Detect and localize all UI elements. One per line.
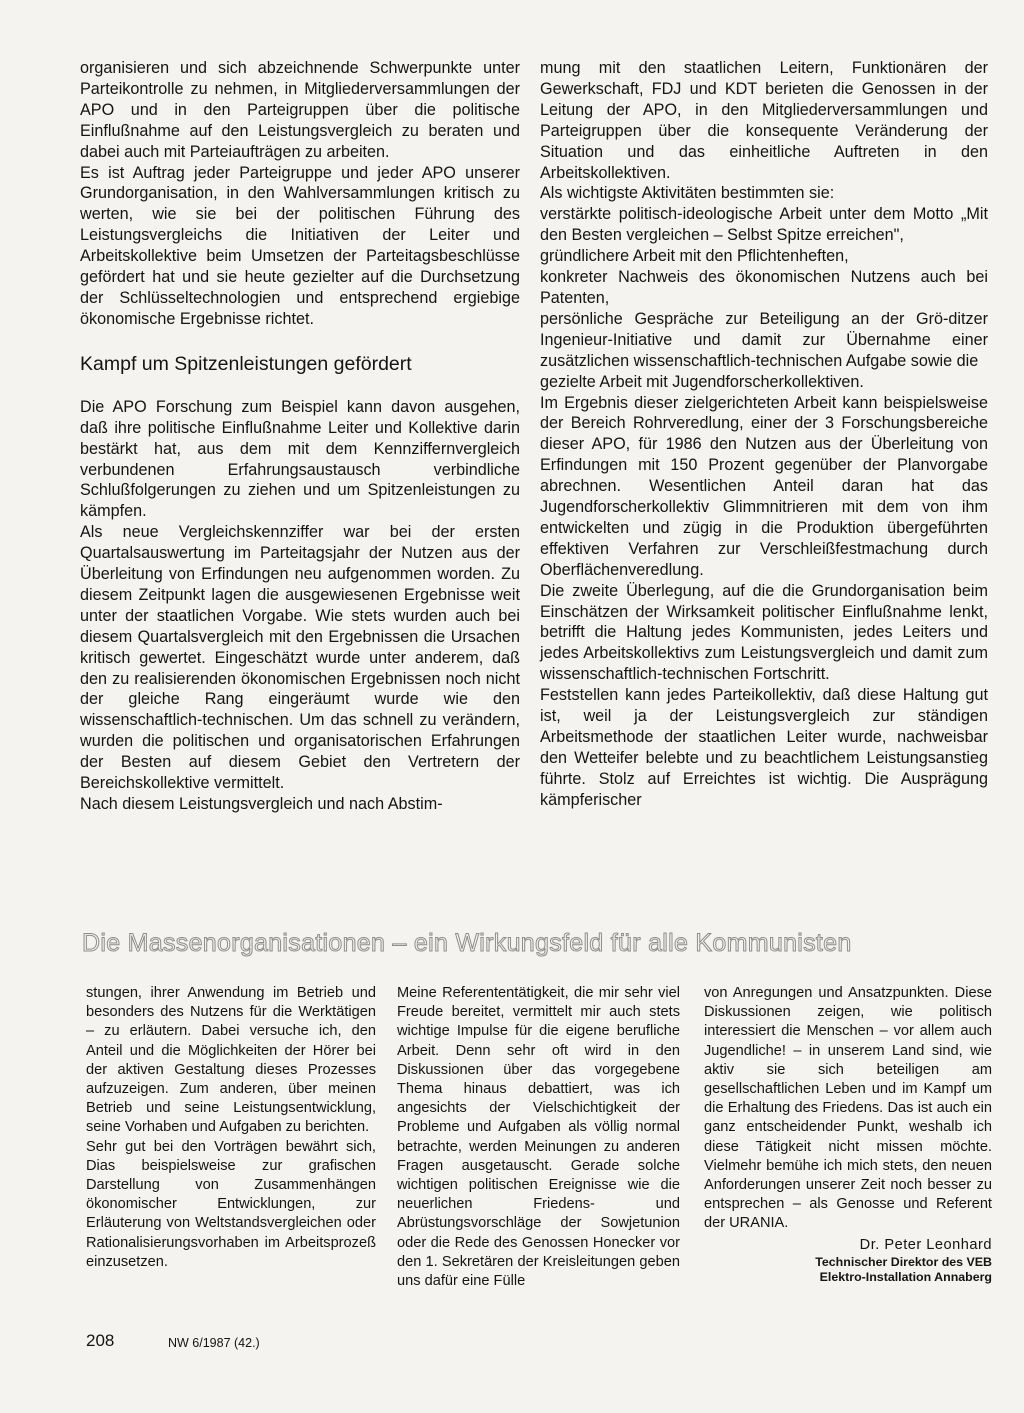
paragraph: Meine Referententätigkeit, die mir sehr viel Freude bereitet, vermittelt mir auch stets wichtige Impulse für die eigene berufliche Arbeit. Denn sehr oft wird in den Diskussionen über das vorgegebene Thema hinaus debattiert, was ich angesichts der Vielschichtigkeit der Probleme und Aufgaben als völlig normal betrachte, werden Meinungen zu anderen Fragen ausgetauscht. Gerade solche wichtigen politischen Ereignisse wie die neuerlichen Friedens- und Abrüstungsvorschläge der Sowjetunion oder die Rede des Genossen Honecker vor den 1. Sekretären der Kreisleitungen geben uns dafür eine Fülle bbox=[397, 985, 680, 1290]
list-item: persönliche Gespräche zur Beteiligung an der Grö-ditzer Ingenieur-Initiative und damit zur Übernahme einer zusätzlichen wissenschaftlich-technischen Aufgabe sowie die bbox=[540, 309, 988, 370]
author-name: Dr. Peter Leonhard bbox=[859, 1236, 992, 1253]
top-right-column bbox=[540, 58, 988, 811]
paragraph: Als neue Vergleichskennziffer war bei der ersten Quartalsauswertung im Parteitagsjahr der Nutzen aus der Überleitung von Erfindungen neu aufgenommen worden. Zu diesem Zeitpunkt lagen die ausgewiesenen Ergebnisse weit unter der staatlichen Vorgabe. Wie stets wurden auch bei diesem Quartalsvergleich mit den Ergebnissen die Ursachen kritisch gewertet. Eingeschätzt wurde unter anderem, daß den zu realisierenden ökonomischen Ergebnissen noch nicht der gleiche Rang eingeräumt wurde wie den wissenschaftlich-technischen. Um das schnell zu verändern, wurden die politischen und organisatorischen Erfahrungen der Besten auf diesem Gebiet den Vertretern der Bereichskollektive vermittelt. bbox=[80, 523, 520, 793]
author-role: Technischer Direktor des VEB bbox=[815, 1254, 992, 1269]
paragraph: Die zweite Überlegung, auf die die Grundorganisation beim Einschätzen der Wirksamkeit politischer Einflußnahme lenkt, betrifft die Haltung jedes Kommunisten, jedes Leiters und jedes Arbeitskollektivs zum Leistungsvergleich und damit zum wissenschaftlich-technischen Fortschritt. bbox=[540, 581, 988, 684]
author-organization: Elektro-Installation Annaberg bbox=[819, 1269, 992, 1284]
paragraph: Sehr gut bei den Vorträgen bewährt sich, Dias beispielsweise zur grafischen Darstellung von Zusammenhängen ökonomischer Entwicklungen, zur Erläuterung von Weltstandsvergleichen oder Rationalisierungsvorhaben im Arbeitsprozeß einzusetzen. bbox=[86, 1138, 376, 1270]
section-heading: Kampf um Spitzenleistungen gefördert bbox=[80, 352, 412, 375]
bottom-column-2 bbox=[397, 984, 680, 1291]
paragraph: mung mit den staatlichen Leitern, Funktionären der Gewerkschaft, FDJ und KDT berieten die Genossen in der Leitung der APO, in den Mitgliederversammlungen und Parteigruppen über die konsequente Veränderung der Situation und das einheitliche Auftreten in den Arbeitskollektiven. bbox=[540, 59, 988, 182]
list-item: gründlichere Arbeit mit den Pflichtenheften, bbox=[540, 247, 849, 266]
section-banner: Die Massenorganisationen – ein Wirkungsfeld für alle Kommunisten bbox=[82, 929, 852, 957]
bottom-column-1 bbox=[86, 984, 376, 1272]
list-item: verstärkte politisch-ideologische Arbeit unter dem Motto „Mit den Besten vergleichen – Selbst Spitze erreichen", bbox=[540, 205, 988, 245]
paragraph: Im Ergebnis dieser zielgerichteten Arbeit kann beispielsweise der Bereich Rohrveredlung, einer der 3 Forschungsbereiche dieser APO, für 1986 den Nutzen aus der Überleitung von Erfindungen mit 150 Prozent gegenüber der Planvorgabe abrechnen. Wesentlichen Anteil daran hat das Jugendforscherkollektiv Glimmnitrieren mit dem von ihm entwickelten und zügig in die Produktion übergeführten effektiven Verfahren zur Verschleißfestmachung durch Oberflächenveredlung. bbox=[540, 393, 988, 579]
paragraph: Nach diesem Leistungsvergleich und nach Abstim- bbox=[80, 795, 443, 813]
paragraph: Feststellen kann jedes Parteikollektiv, daß diese Haltung gut ist, weil ja der Leistungsvergleich zur ständigen Arbeitsmethode der staatlichen Leiter wurde, nachweisbar den Wetteifer belebte und zu beachtlichem Leistungsanstieg führte. Stolz auf Erreichtes ist wichtig. Die Ausprägung kämpferischer bbox=[540, 686, 988, 809]
paragraph: Es ist Auftrag jeder Parteigruppe und jeder APO unserer Grundorganisation, in den Wahlversammlungen kritisch zu werten, wie sie bei der politischen Führung des Leistungsvergleichs die Initiativen der Leiter und Arbeitskollektive beim Umsetzen der Parteitagsbeschlüsse gefördert hat und sie heute gezielter auf die Durchsetzung der Schlüsseltechnologien und entsprechend ergiebige ökonomische Ergebnisse richtet. bbox=[80, 163, 520, 328]
issue-reference: NW 6/1987 (42.) bbox=[168, 1336, 260, 1350]
paragraph: von Anregungen und Ansatzpunkten. Diese Diskussionen zeigen, wie politisch interessiert die Menschen – vor allem auch Jugendliche! – in unserem Land sind, wie aktiv sie sich beteiligen am gesellschaftlichen Leben und im Kampf um die Erhaltung des Friedens. Das ist auch ein ganz entscheidender Punkt, weshalb ich diese Tätigkeit nicht missen möchte. Vielmehr bemühe ich mich stets, den neuen Anforderungen unserer Zeit noch besser zu entsprechen – als Genosse und Referent der URANIA. bbox=[704, 985, 992, 1232]
bottom-column-3 bbox=[704, 984, 992, 1285]
list-item: gezielte Arbeit mit Jugendforscherkollektiven. bbox=[540, 372, 864, 391]
paragraph: organisieren und sich abzeichnende Schwerpunkte unter Parteikontrolle zu nehmen, in Mitgliederversammlungen der APO und in den Parteigruppen über die politische Einflußnahme auf den Leistungsvergleich zu beraten und dabei auch mit Parteiaufträgen zu arbeiten. bbox=[80, 59, 520, 161]
paragraph: Die APO Forschung zum Beispiel kann davon ausgehen, daß ihre politische Einflußnahme Leiter und Kollektive darin bestärkt hat, aus dem mit dem Kennziffernvergleich verbundenen Erfahrungsaustausch verbindliche Schlußfolgerungen zu ziehen und um Spitzenleistungen zu kämpfen. bbox=[80, 397, 520, 521]
page-number: 208 bbox=[86, 1331, 115, 1350]
list-item: konkreter Nachweis des ökonomischen Nutzens auch bei Patenten, bbox=[540, 268, 988, 307]
top-left-column bbox=[80, 58, 520, 815]
paragraph: stungen, ihrer Anwendung im Betrieb und besonders des Nutzens für die Werktätigen – zu erläutern. Dabei versuche ich, den Anteil und die Möglichkeiten der Hörer bei der aktiven Gestaltung dieses Prozesses aufzuzeigen. Zum anderen, über meinen Betrieb und seine Leistungsentwicklung, seine Vorhaben und Aufgaben zu berichten. bbox=[86, 985, 376, 1136]
paragraph: Als wichtigste Aktivitäten bestimmten sie: bbox=[540, 184, 835, 203]
